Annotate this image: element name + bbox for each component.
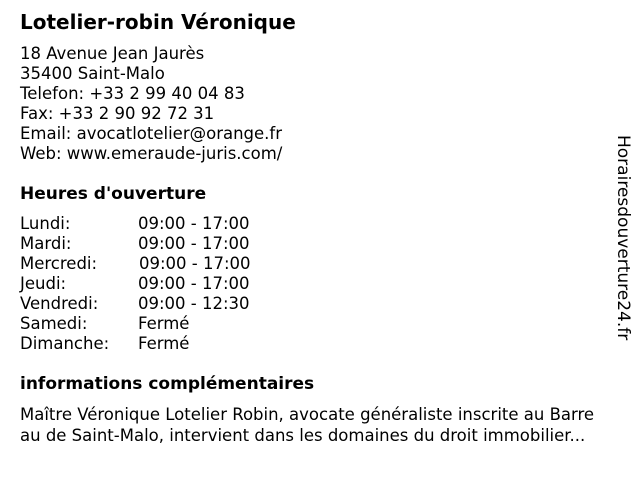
day-label: Lundi: (20, 214, 71, 233)
opening-hours-heading: Heures d'ouverture (20, 184, 207, 204)
additional-info-text (20, 404, 620, 446)
contact-block (20, 44, 282, 164)
hours-value: 09:00 - 17:00 (139, 254, 251, 273)
hours-row-monday (20, 214, 320, 234)
email-address: Email: avocatlotelier@orange.fr (20, 124, 283, 143)
hours-value: Fermé (138, 314, 190, 333)
hours-value: 09:00 - 12:30 (138, 294, 250, 313)
address-city: 35400 Saint-Malo (20, 64, 165, 83)
address-street: 18 Avenue Jean Jaurès (20, 44, 205, 63)
day-label: Mercredi: (20, 254, 98, 273)
hours-value: 09:00 - 17:00 (138, 234, 250, 253)
description-line: Maître Véronique Lotelier Robin, avocate généraliste inscrite au Barre (20, 405, 595, 424)
hours-value: 09:00 - 17:00 (138, 214, 250, 233)
hours-row-friday (20, 294, 320, 314)
day-label: Jeudi: (20, 274, 67, 293)
day-label: Mardi: (20, 234, 72, 253)
hours-row-saturday (20, 314, 320, 334)
hours-value: 09:00 - 17:00 (138, 274, 250, 293)
hours-row-tuesday (20, 234, 320, 254)
site-watermark: Horairesdouverture24.fr (613, 135, 633, 341)
description-line: au de Saint-Malo, intervient dans les domaines du droit immobilier... (20, 426, 586, 445)
business-name: Lotelier-robin Véronique (20, 10, 296, 34)
hours-row-wednesday (20, 254, 320, 274)
day-label: Samedi: (20, 314, 88, 333)
additional-info-heading: informations complémentaires (20, 374, 315, 394)
phone-number: Telefon: +33 2 99 40 04 83 (20, 84, 245, 103)
hours-value: Fermé (138, 334, 190, 353)
fax-number: Fax: +33 2 90 92 72 31 (20, 104, 215, 123)
hours-row-sunday (20, 334, 320, 354)
day-label: Dimanche: (20, 334, 110, 353)
hours-row-thursday (20, 274, 320, 294)
website: Web: www.emeraude-juris.com/ (20, 144, 283, 163)
day-label: Vendredi: (20, 294, 99, 313)
opening-hours-table (20, 214, 320, 354)
